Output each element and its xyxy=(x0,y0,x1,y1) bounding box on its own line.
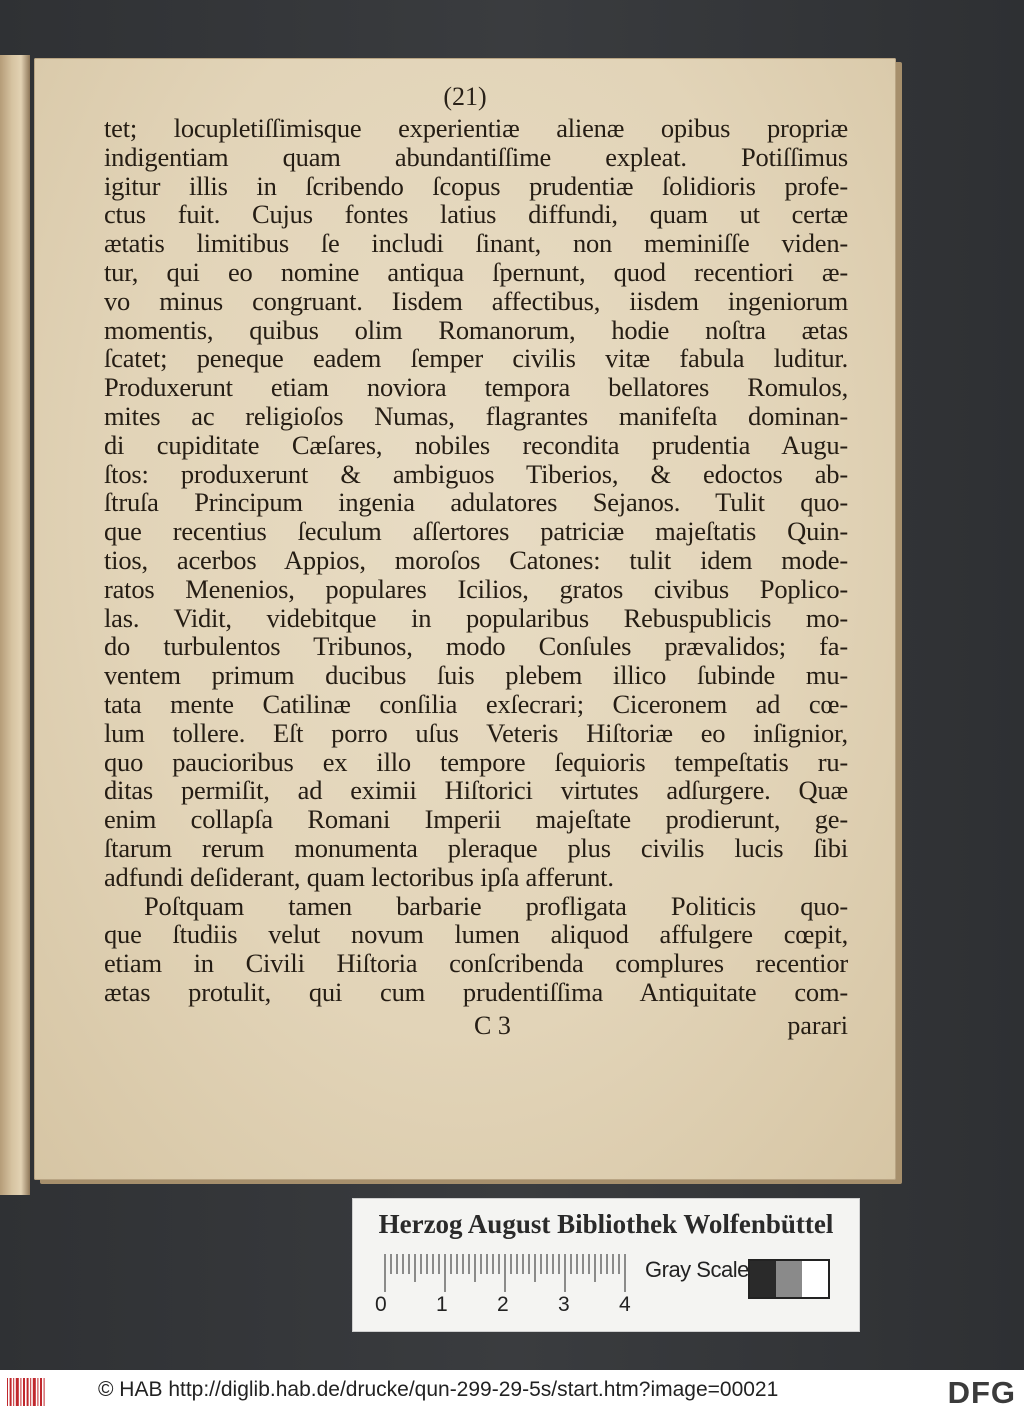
text-line: vo minus congruant. Iisdem affectibus, iisdem ingeniorum xyxy=(104,285,848,316)
text-line: igitur illis in ſcribendo ſcopus prudentiæ ſolidioris profe- xyxy=(104,170,848,201)
text-line: adfundi deſiderant, quam lectoribus ipſa afferunt. xyxy=(104,861,614,892)
ruler-number: 3 xyxy=(558,1293,570,1316)
text-line: que ſtudiis velut novum lumen aliquod affulgere cœpit, xyxy=(104,919,848,950)
text-line: enim collapſa Romani Imperii majeſtate prodierunt, ge- xyxy=(104,804,848,835)
page-number: (21) xyxy=(443,82,487,111)
text-line: ctus fuit. Cujus fontes latius diffundi, quam ut certæ xyxy=(104,199,848,230)
text-line: ætatis limitibus ſe includi ſinant, non meminiſſe viden- xyxy=(104,228,848,259)
book-page xyxy=(34,58,896,1180)
text-line: etiam in Civili Hiſtoria conſcribenda complures recentior xyxy=(104,948,848,979)
gray-swatch xyxy=(750,1261,776,1297)
ruler-scale xyxy=(383,1254,633,1292)
text-line: quo paucioribus ex illo tempore ſequioris tempeſtatis ru- xyxy=(104,746,848,777)
text-line: que recentius ſeculum aſſertores patriciæ majeſtatis Quin- xyxy=(104,516,848,547)
footer-bar xyxy=(0,1370,1024,1414)
text-line: ætas protulit, qui cum prudentiſſima Antiquitate com- xyxy=(104,976,848,1007)
text-line: tet; locupletiſſimisque experientiæ alienæ opibus propriæ xyxy=(104,113,848,143)
text-line: tios, acerbos Appios, moroſos Catones: tulit idem mode- xyxy=(104,544,848,575)
text-line: ratos Menenios, populares Icilios, gratos civibus Poplico- xyxy=(104,573,848,604)
text-line: Poſtquam tamen barbarie profligata Politicis quo- xyxy=(144,890,848,921)
copyright-url[interactable]: © HAB http://diglib.hab.de/drucke/qun-299-29-5s/start.htm?image=00021 xyxy=(98,1378,779,1401)
gray-swatch xyxy=(802,1261,828,1297)
library-title: Herzog August Bibliothek Wolfenbüttel xyxy=(378,1209,834,1239)
text-line: di cupiditate Cæſares, nobiles recondita prudentia Augu- xyxy=(104,429,848,460)
text-line: indigentiam quam abundantiſſime expleat. Potiſſimus xyxy=(104,141,848,172)
library-label-card xyxy=(352,1198,860,1332)
ruler-number: 1 xyxy=(436,1293,448,1316)
text-line: mites ac religioſos Numas, flagrantes manifeſta dominan- xyxy=(104,400,848,431)
gray-scale-swatches xyxy=(748,1259,830,1299)
text-line: Produxerunt etiam noviora tempora bellatores Romulos, xyxy=(104,372,848,403)
ruler-number: 4 xyxy=(619,1293,631,1316)
dfg-logo: DFG xyxy=(947,1375,1016,1410)
text-line: ſtos: produxerunt & ambiguos Tiberios, & edoctos ab- xyxy=(104,458,848,489)
signature-mark: C 3 xyxy=(474,1011,511,1040)
text-line: ſtarum rerum monumenta pleraque plus civilis lucis ſibi xyxy=(104,832,848,863)
text-line: momentis, quibus olim Romanorum, hodie noſtra ætas xyxy=(104,314,848,345)
gray-scale-label: Gray Scale xyxy=(645,1257,749,1282)
text-line: tata mente Catilinæ conſilia exſecrari; Ciceronem ad cœ- xyxy=(104,688,848,719)
barcode-icon xyxy=(6,1376,50,1408)
text-line: do turbulentos Tribunos, modo Conſules prævalidos; fa- xyxy=(104,631,848,662)
ruler-numbers xyxy=(375,1293,645,1317)
text-line: ventem primum ducibus ſuis plebem illico ſubinde mu- xyxy=(104,660,848,691)
page-text xyxy=(104,114,848,1007)
text-line: ſtruſa Principum ingenia adulatores Sejanos. Tulit quo- xyxy=(104,487,848,518)
page-footer-line xyxy=(104,1011,848,1041)
text-line: ditas permiſit, ad eximii Hiſtorici virtutes adſurgere. Quæ xyxy=(104,775,848,806)
text-line: ſcatet; peneque eadem ſemper civilis vitæ fabula luditur. xyxy=(104,343,848,374)
text-line: las. Vidit, videbitque in popularibus Rebuspublicis mo- xyxy=(104,602,848,633)
text-line: tur, qui eo nomine antiqua ſpernunt, quod recentiori æ- xyxy=(104,256,848,287)
previous-page-edge xyxy=(0,55,30,1195)
text-line: lum tollere. Eſt porro uſus Veteris Hiſtoriæ eo inſignior, xyxy=(104,717,848,748)
ruler-number: 2 xyxy=(497,1293,509,1316)
ruler-number: 0 xyxy=(375,1293,387,1316)
catchword: parari xyxy=(787,1011,848,1040)
gray-swatch xyxy=(776,1261,802,1297)
